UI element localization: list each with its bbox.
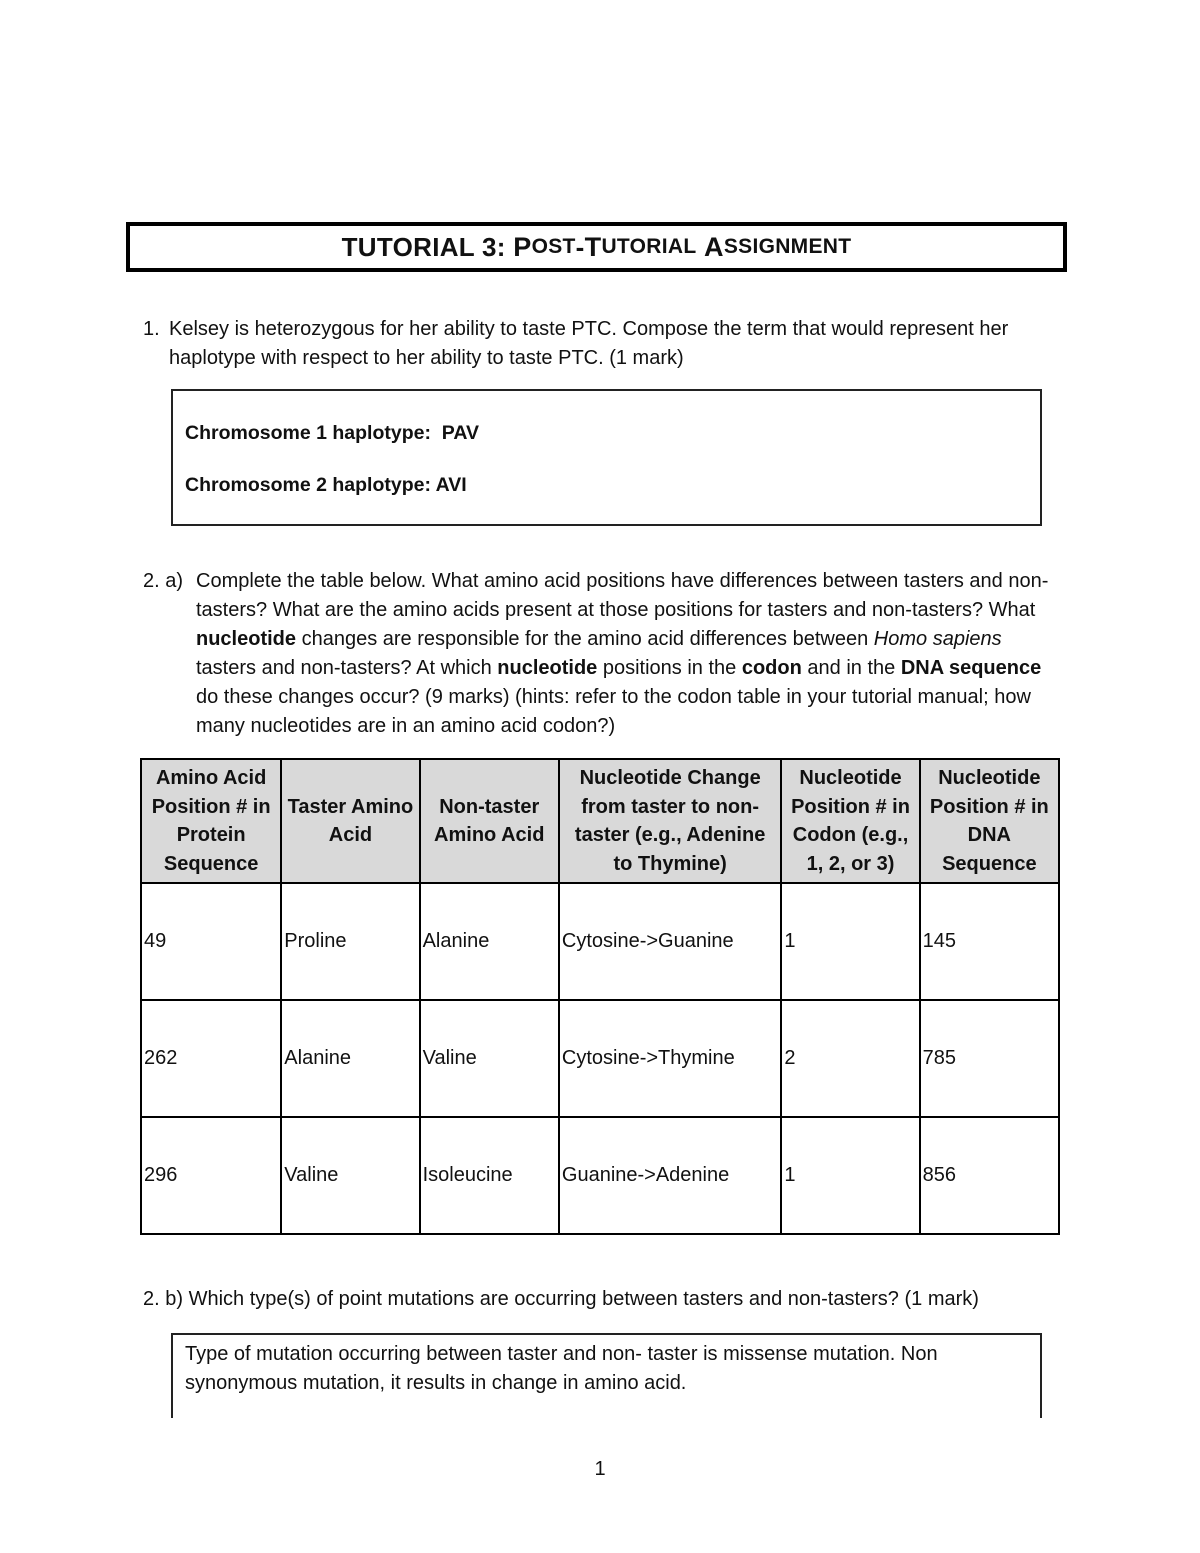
header-codon-position: Nucleotide Position # in Codon (e.g., 1, 2, or 3) — [781, 759, 919, 883]
table-row — [141, 1000, 1059, 1117]
question-2a-number: 2. a) — [143, 570, 184, 592]
title-a-rest: SSIGNMENT — [723, 235, 852, 258]
mutation-table — [140, 758, 1060, 1235]
question-1-number: 1. — [143, 318, 160, 340]
table-cell: Cytosine->Thymine — [559, 1000, 781, 1117]
header-dna-position: Nucleotide Position # in DNA Sequence — [920, 759, 1059, 883]
title-t-rest: UTORIAL — [601, 235, 697, 258]
question-1-answer-box — [171, 389, 1042, 526]
q2a-seg-6: do these changes occur? (9 marks) (hints: refer to the codon table in your tutorial manual; how many nucleotides are in an amino acid codon?) — [196, 686, 1031, 737]
q2a-seg-2: changes are responsible for the amino acid differences between — [301, 628, 869, 650]
table-row — [141, 883, 1059, 1000]
q2a-bold-codon: codon — [741, 657, 802, 679]
question-2a-text — [196, 567, 1063, 741]
table-cell: 262 — [141, 1000, 281, 1117]
title-p-rest: OST — [531, 235, 576, 258]
question-1-text: Kelsey is heterozygous for her ability to taste PTC. Compose the term that would represent her haplotype with respect to her ability to taste PTC. (1 mark) — [169, 318, 1009, 369]
title-dash: - — [575, 231, 585, 262]
q2a-bold-nucleotide: nucleotide — [196, 628, 297, 650]
assignment-title — [126, 222, 1067, 272]
question-2b: 2. b) Which type(s) of point mutations are occurring between tasters and non-tasters? (1 mark) — [143, 1288, 979, 1310]
header-nontaster-aa: Non-taster Amino Acid — [420, 759, 559, 883]
header-nucleotide-change: Nucleotide Change from taster to non-taster (e.g., Adenine to Thymine) — [559, 759, 781, 883]
question-2b-answer-box: Type of mutation occurring between taster and non- taster is missense mutation. Non synonymous mutation, it results in change in amino acid. — [171, 1333, 1042, 1418]
question-1 — [143, 315, 1063, 373]
table-cell: 785 — [920, 1000, 1059, 1117]
q2a-seg-4: positions in the — [602, 657, 737, 679]
header-aa-position: Amino Acid Position # in Protein Sequence — [141, 759, 281, 883]
q2a-italic-species: Homo sapiens — [873, 628, 1002, 650]
table-cell: 1 — [781, 883, 919, 1000]
q2a-seg-1: Complete the table below. What amino acid positions have differences between tasters and non-tasters? What are the amino acids present at those positions for tasters and non-tasters? What — [196, 570, 1049, 621]
table-cell: Isoleucine — [420, 1117, 559, 1234]
chromosome-2-value: AVI — [435, 474, 467, 496]
table-cell: 856 — [920, 1117, 1059, 1234]
q2a-seg-5: and in the — [807, 657, 896, 679]
q2a-seg-3: tasters and non-tasters? At which — [196, 657, 492, 679]
chromosome-2-label: Chromosome 2 haplotype: — [185, 474, 431, 496]
table-header-row — [141, 759, 1059, 883]
chromosome-2-line — [185, 474, 467, 497]
table-cell: 145 — [920, 883, 1059, 1000]
table-cell: Guanine->Adenine — [559, 1117, 781, 1234]
chromosome-1-label: Chromosome 1 haplotype: — [185, 422, 431, 444]
table-cell: Alanine — [281, 1000, 419, 1117]
chromosome-1-line — [185, 422, 479, 445]
table-cell: Proline — [281, 883, 419, 1000]
title-a-cap: A — [704, 231, 724, 262]
table-cell: 49 — [141, 883, 281, 1000]
table-cell: Valine — [281, 1117, 419, 1234]
table-cell: Cytosine->Guanine — [559, 883, 781, 1000]
table-cell: 1 — [781, 1117, 919, 1234]
table-cell: 2 — [781, 1000, 919, 1117]
table-cell: Alanine — [420, 883, 559, 1000]
chromosome-1-value: PAV — [441, 422, 479, 444]
q2a-bold-nucleotide-2: nucleotide — [497, 657, 598, 679]
q2a-bold-dna-sequence: DNA sequence — [900, 657, 1042, 679]
question-2a — [143, 567, 1063, 741]
title-t-cap: T — [584, 231, 602, 262]
title-p-cap: P — [513, 231, 532, 262]
table-cell: 296 — [141, 1117, 281, 1234]
table-cell: Valine — [420, 1000, 559, 1117]
title-lead: TUTORIAL 3: — [341, 231, 506, 262]
table-row — [141, 1117, 1059, 1234]
page-number: 1 — [594, 1458, 606, 1480]
header-taster-aa: Taster Amino Acid — [281, 759, 419, 883]
